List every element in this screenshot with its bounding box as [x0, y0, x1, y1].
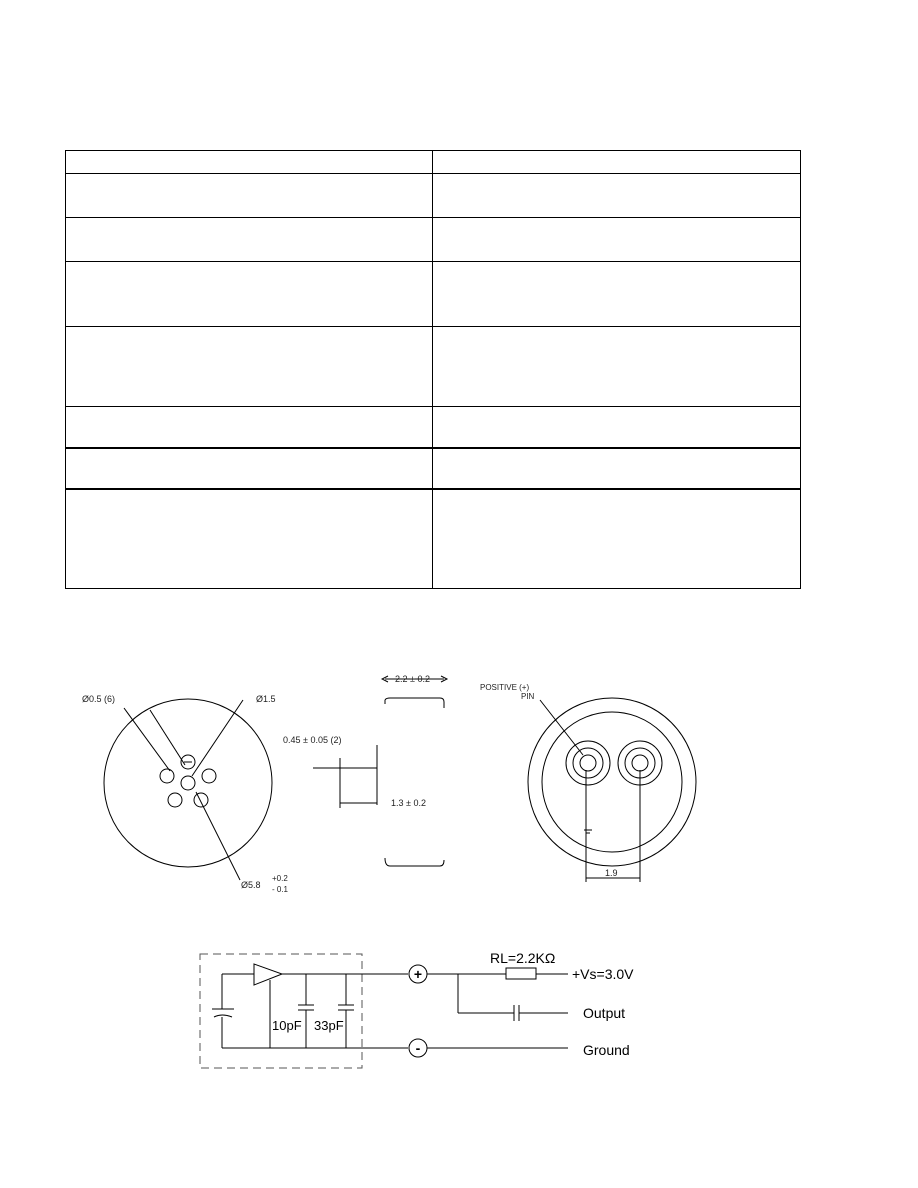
table-row — [66, 449, 800, 488]
sound-hole — [202, 769, 216, 783]
sound-hole — [168, 793, 182, 807]
table-row — [66, 327, 800, 406]
table-cell — [66, 174, 432, 217]
amplifier-symbol — [254, 964, 282, 985]
sound-hole — [160, 769, 174, 783]
pin-dimension: 0.45 ± 0.05 (2) — [283, 735, 342, 745]
rear-view — [528, 698, 696, 882]
hole-dimension: Ø0.5 (6) — [82, 694, 116, 704]
leader-line — [192, 700, 243, 776]
outer-tolerance-minus: - 0.1 — [272, 885, 289, 894]
table-cell — [66, 407, 432, 447]
table-cell — [66, 327, 432, 406]
table-header-row — [66, 151, 800, 173]
case-profile — [385, 858, 444, 866]
table-row — [66, 490, 800, 588]
output-label: Output — [583, 1005, 626, 1021]
supply-label: +Vs=3.0V — [572, 966, 634, 982]
outer-dimension: Ø5.8 — [241, 880, 261, 890]
table-cell — [433, 490, 801, 588]
side-view — [313, 676, 447, 866]
positive-pin-label-2: PIN — [521, 692, 535, 701]
mic-module-boundary — [200, 954, 362, 1068]
outer-tolerance-plus: +0.2 — [272, 874, 288, 883]
load-label: RL=2.2KΩ — [490, 950, 556, 966]
leader-line — [150, 710, 185, 765]
terminal-plus-symbol: + — [413, 966, 423, 982]
mechanical-drawing — [0, 640, 918, 900]
table-cell — [433, 327, 801, 406]
terminal-minus-symbol: - — [415, 1040, 421, 1056]
sound-hole — [194, 793, 208, 807]
load-resistor — [506, 968, 536, 979]
positive-pin-mid — [573, 748, 603, 778]
table-cell — [433, 174, 801, 217]
table-row — [66, 262, 800, 326]
cap1-label: 10pF — [272, 1018, 302, 1033]
table-cell — [433, 218, 801, 261]
spec-table — [65, 150, 801, 589]
case-profile — [385, 698, 444, 708]
leader-line — [124, 708, 170, 771]
outer-case-circle — [528, 698, 696, 866]
ground-label: Ground — [583, 1042, 630, 1058]
negative-pin-inner — [632, 755, 648, 771]
table-row — [66, 218, 800, 261]
positive-pin-label: POSITIVE (+) — [480, 683, 530, 692]
leader-line — [540, 700, 583, 755]
table-row — [66, 407, 800, 447]
circuit-schematic — [0, 940, 918, 1080]
table-cell — [66, 218, 432, 261]
table-cell — [433, 407, 801, 447]
table-cell — [66, 262, 432, 326]
table-cell — [66, 449, 432, 488]
table-row — [66, 174, 800, 217]
pin-length-dimension: 1.3 ± 0.2 — [391, 798, 426, 808]
center-dimension: Ø1.5 — [256, 694, 276, 704]
cap2-label: 33pF — [314, 1018, 344, 1033]
table-cell — [433, 262, 801, 326]
pitch-dimension: 1.9 — [605, 868, 618, 878]
front-view — [104, 699, 272, 880]
table-cell — [66, 490, 432, 588]
leader-line — [196, 792, 240, 880]
table-cell — [66, 151, 432, 173]
width-dimension: 2.2 ± 0.2 — [395, 674, 430, 684]
outer-case-circle — [104, 699, 272, 867]
positive-pin-inner — [580, 755, 596, 771]
center-hole — [181, 776, 195, 790]
table-cell — [433, 449, 801, 488]
mic-element-symbol — [212, 1009, 234, 1017]
inner-case-circle — [542, 712, 682, 852]
table-cell — [433, 151, 801, 173]
